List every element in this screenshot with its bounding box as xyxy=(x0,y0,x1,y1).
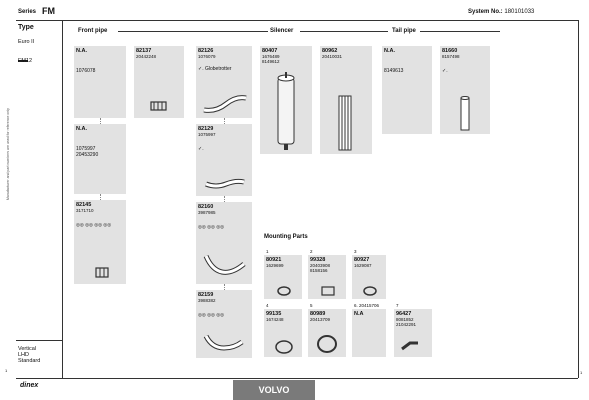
footer-vertical: Vertical xyxy=(18,346,37,352)
model-text: FM12 xyxy=(18,58,33,64)
part-pipe-icon xyxy=(202,330,248,356)
mount-card-1[interactable]: 80921 1629699 xyxy=(264,255,302,299)
mount-card-6[interactable]: N.A xyxy=(352,309,386,357)
left-page-num: 1 xyxy=(5,368,8,373)
accessory-icons: ◎◎ ◎◎ ◎◎ xyxy=(198,224,225,229)
type-label: Type xyxy=(18,24,34,31)
system-number: System No.: 180101033 xyxy=(468,9,535,15)
part-card-p9[interactable]: 82129 1075997 ✓. xyxy=(196,124,252,196)
section-front-pipe: Front pipe xyxy=(78,28,108,34)
mount-card-2[interactable]: 99328 20403908 8158156 xyxy=(308,255,346,299)
silencer-icon xyxy=(274,72,298,152)
clamp-ring-icon xyxy=(274,339,294,355)
check-icon: ✓. xyxy=(198,146,204,152)
mount-card-7[interactable]: 96427 8081852 21042291 xyxy=(394,309,432,357)
mount-index: 5 xyxy=(310,303,313,308)
part-pipe-icon xyxy=(202,250,248,280)
part-card-p4[interactable]: 80407 1676489 8149612 xyxy=(260,46,312,154)
part-card-p12[interactable]: 82159 3988382 ◎◎ ◎◎ ◎◎ xyxy=(196,290,252,358)
part-clamp-icon xyxy=(94,266,110,280)
part-card-p5[interactable]: 80962 20410031 xyxy=(320,46,372,154)
mount-card-3[interactable]: 80927 1629087 xyxy=(352,255,386,299)
mount-index: 4 xyxy=(266,303,269,308)
footer-standard: Standard xyxy=(18,358,41,364)
accessory-icons: ◎◎ ◎◎ ◎◎ ◎◎ xyxy=(76,222,112,227)
mount-index: 3 xyxy=(354,249,357,254)
part-card-p6[interactable]: N.A. 8149613 xyxy=(382,46,432,134)
check-icon: ✓. xyxy=(442,68,448,74)
part-clamp-icon xyxy=(150,100,168,112)
clamp-ring-icon xyxy=(316,333,338,355)
check-icon: ✓. xyxy=(198,66,204,72)
heat-shield-icon xyxy=(336,94,356,152)
clamp-ring-icon xyxy=(362,285,378,297)
part-pipe-icon xyxy=(200,90,250,116)
series-label: Series xyxy=(18,9,37,15)
part-card-p2[interactable]: 82137 20442248 xyxy=(134,46,184,118)
mount-card-5[interactable]: 80989 20413709 xyxy=(308,309,346,357)
section-mounting-parts: Mounting Parts xyxy=(264,234,308,240)
euro-text: Euro II xyxy=(18,39,35,45)
part-card-p8[interactable]: N.A. 1075997 20453290 xyxy=(74,124,126,194)
part-card-p3[interactable]: 82126 1076079 ✓. Globetrotter xyxy=(196,46,252,118)
part-card-p10[interactable]: 82145 3171710 ◎◎ ◎◎ ◎◎ ◎◎ xyxy=(74,200,126,284)
flange-icon xyxy=(400,339,422,353)
mount-index: 6. 20415706 xyxy=(354,303,380,308)
part-card-p1[interactable]: N.A. 1076078 xyxy=(74,46,126,118)
footer-lhd: LHD xyxy=(18,352,30,358)
series-value: FM xyxy=(42,6,55,16)
part-card-p11[interactable]: 82160 3987985 ◎◎ ◎◎ ◎◎ xyxy=(196,202,252,284)
right-page-num: 1 xyxy=(580,370,583,375)
part-card-p7[interactable]: 81660 8157498 ✓. xyxy=(440,46,490,134)
volvo-footer-brand: VOLVO xyxy=(233,380,315,400)
mount-card-4[interactable]: 99135 1674248 xyxy=(264,309,302,357)
clamp-ring-icon xyxy=(320,285,336,297)
mount-index: 1 xyxy=(266,249,269,254)
vertical-note: Manufacturer and part numbers are used for reference only xyxy=(6,108,10,200)
tail-pipe-icon xyxy=(458,96,472,132)
part-pipe-icon xyxy=(202,172,248,192)
volvo-brand-icon xyxy=(18,51,28,56)
dinex-logo: dinex xyxy=(20,382,39,389)
section-silencer: Silencer xyxy=(270,28,294,34)
mount-index: 2 xyxy=(310,249,313,254)
section-tail-pipe: Tail pipe xyxy=(392,28,416,34)
mount-index: 7 xyxy=(396,303,399,308)
accessory-icons: ◎◎ ◎◎ ◎◎ xyxy=(198,312,225,317)
clamp-ring-icon xyxy=(276,285,292,297)
